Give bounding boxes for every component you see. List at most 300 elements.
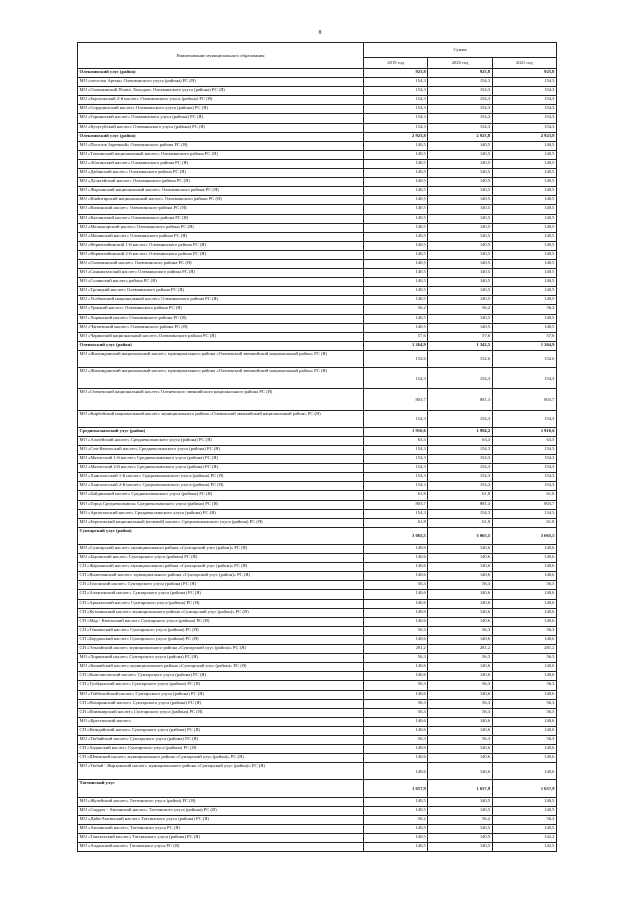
amount-cell: 140,5	[364, 278, 428, 287]
table-row	[78, 726, 557, 735]
amount-cell: 152,6	[492, 350, 556, 367]
amount-cell: 154,3	[492, 105, 556, 114]
amount-cell: 154,3	[364, 473, 428, 482]
municipality-name: МО «Аргахтахский наслег» Среднеколымского улуса (района) РС (Я)	[78, 509, 364, 518]
amount-cell: 140,6	[492, 608, 556, 617]
amount-cell: 61,8	[364, 491, 428, 500]
table-row	[78, 296, 557, 305]
amount-cell: 281,2	[428, 645, 492, 654]
municipality-name: МО «Хоринский наслег» Олекминского района РС (Я)	[78, 314, 364, 323]
municipality-name: МО «Хоринский наслег» Сунтарского улуса (района) РС (Я)	[78, 654, 364, 663]
amount-cell: 154,3	[428, 445, 492, 454]
amount-cell: 154,3	[428, 123, 492, 132]
amount-cell: 140,5	[492, 178, 556, 187]
amount-cell: 154,3	[364, 464, 428, 473]
amount-cell: 140,5	[428, 169, 492, 178]
municipality-name: Оленекский улус (район)	[78, 341, 364, 350]
amount-cell: 56,3	[492, 581, 556, 590]
municipality-name: МО «Поселок Заречный» Олекминского района РС (Я)	[78, 141, 364, 150]
amount-cell: 140,5	[364, 187, 428, 196]
table-row	[78, 518, 557, 527]
amount-cell: 140,5	[428, 287, 492, 296]
page-number: 8	[318, 30, 322, 36]
amount-cell: 140,6	[428, 745, 492, 754]
amount-cell: 140,6	[364, 599, 428, 608]
municipality-name: СП «Толонский наслег» Сунтарского улуса (района) РС (Я)	[78, 581, 364, 590]
amount-cell: 56,3	[364, 708, 428, 717]
table-row	[78, 599, 557, 608]
table-row	[78, 436, 557, 445]
municipality-name: МО «Тойбохойский наслег» Сунтарского улуса (района) РС (Я)	[78, 690, 364, 699]
amount-cell: 140,5	[364, 269, 428, 278]
municipality-name: МО «Килинский наслег» Олекминского района РС (Я)	[78, 205, 364, 214]
amount-cell: 140,5	[428, 314, 492, 323]
table-row	[78, 690, 557, 699]
table-row	[78, 169, 557, 178]
table-row	[78, 389, 557, 410]
amount-cell: 154,3	[364, 87, 428, 96]
table-row	[78, 763, 557, 780]
table-row	[78, 617, 557, 626]
amount-cell: 140,5	[428, 178, 492, 187]
table-row	[78, 96, 557, 105]
amount-cell: 140,6	[364, 554, 428, 563]
municipality-name: МО «Хангаласский 1-й наслег» Среднеколымского улуса (района) РС (Я)	[78, 473, 364, 482]
amount-cell: 140,6	[492, 763, 556, 780]
table-row	[78, 754, 557, 763]
amount-cell: 56,3	[364, 699, 428, 708]
municipality-name: СП «Мар - Кюельский наслег» Сунтарского улуса (района) РС (Я)	[78, 617, 364, 626]
amount-cell: 154,3	[428, 114, 492, 123]
amount-cell: 140,5	[428, 214, 492, 223]
amount-cell: 56,3	[364, 654, 428, 663]
amount-cell: 57,6	[428, 332, 492, 341]
amount-cell: 140,6	[364, 572, 428, 581]
municipality-name: МО «Урицкий наслег» Олекминского района РС (Я)	[78, 305, 364, 314]
table-row	[78, 223, 557, 232]
amount-cell: 140,5	[428, 259, 492, 268]
amount-cell: 1 916,6	[492, 427, 556, 436]
amount-cell: 154,3	[428, 78, 492, 87]
table-group-row	[78, 427, 557, 436]
table-row	[78, 635, 557, 644]
table-row	[78, 843, 557, 852]
amount-cell: 140,5	[492, 159, 556, 168]
municipality-name: СП «Аллагинский наслег» Сунтарского улуса (района) РС (Я)	[78, 590, 364, 599]
amount-cell: 140,6	[492, 754, 556, 763]
table-row	[78, 717, 557, 726]
amount-cell: 154,3	[428, 368, 492, 389]
amount-cell: 61,8	[492, 518, 556, 527]
amount-cell: 140,6	[428, 663, 492, 672]
amount-cell: 56,3	[492, 626, 556, 635]
table-row	[78, 141, 557, 150]
municipality-name: МО «Амгинский наслег» Таттинского улуса РС (Я)	[78, 824, 364, 833]
table-row	[78, 590, 557, 599]
amount-cell: 154,3	[492, 482, 556, 491]
table-row	[78, 241, 557, 250]
municipality-name: МО «Жилиндинский национальный наслег» муниципального района «Оленекский эвенкийский национальный район» РС (Я)	[78, 368, 364, 389]
amount-cell: 140,6	[364, 690, 428, 699]
amount-cell: 2 923,8	[492, 132, 556, 141]
amount-cell: 56,2	[428, 305, 492, 314]
amount-cell: 140,5	[428, 150, 492, 159]
amount-cell: 154,3	[364, 105, 428, 114]
amount-cell: 140,5	[492, 187, 556, 196]
table-row	[78, 681, 557, 690]
amount-cell: 61,8	[428, 518, 492, 527]
amount-cell: 140,6	[364, 563, 428, 572]
amount-cell: 154,3	[364, 509, 428, 518]
amount-cell: 140,5	[492, 323, 556, 332]
amount-cell: 154,3	[428, 482, 492, 491]
table-row	[78, 159, 557, 168]
municipality-name: МО «Таяхтахский наслег» Таттинского улуса (района) РС (Я)	[78, 834, 364, 843]
amount-cell: 140,6	[428, 690, 492, 699]
amount-cell: 56,2	[492, 305, 556, 314]
municipality-name: МО «Сен-Кюельский наслег» Среднеколымского улуса (района) РС (Я)	[78, 445, 364, 454]
amount-cell: 140,5	[428, 141, 492, 150]
amount-cell: 140,6	[428, 590, 492, 599]
table-row	[78, 708, 557, 717]
amount-cell: 1 916,6	[364, 427, 428, 436]
amount-cell: 140,5	[428, 278, 492, 287]
amount-cell: 140,5	[364, 250, 428, 259]
amount-cell: 140,5	[364, 806, 428, 815]
amount-cell: 56,3	[428, 735, 492, 744]
amount-cell: 142,5	[492, 843, 556, 852]
table-row	[78, 314, 557, 323]
table-row	[78, 491, 557, 500]
municipality-name: СП «Вилючанский наслег» муниципального района «Сунтарский улус (район)» РС (Я)	[78, 572, 364, 581]
amount-cell: 154,3	[428, 87, 492, 96]
amount-cell: 140,5	[492, 241, 556, 250]
municipality-name: МО «Кучугуйский наслег» Олекминского улуса (района) РС (Я)	[78, 123, 364, 132]
amount-cell: 140,6	[364, 745, 428, 754]
table-header	[78, 43, 557, 69]
municipality-name: МО «Троицкий наслег» Олекминского района РС (Я)	[78, 287, 364, 296]
table-row	[78, 250, 557, 259]
table-row	[78, 745, 557, 754]
table-body	[78, 69, 557, 852]
table-row	[78, 608, 557, 617]
amount-cell: 56,3	[364, 681, 428, 690]
municipality-name: МО «Олекминский наслег» Олекминского района РС (Я)	[78, 259, 364, 268]
amount-cell: 56,3	[428, 681, 492, 690]
amount-cell: 140,5	[492, 797, 556, 806]
table-row	[78, 824, 557, 833]
amount-cell: 140,5	[364, 296, 428, 305]
amount-cell: 140,6	[364, 726, 428, 735]
table-row	[78, 205, 557, 214]
amount-cell: 1 657,9	[364, 780, 428, 797]
amount-cell: 57,6	[364, 332, 428, 341]
municipality-name: МО «Сунтарский наслег» муниципального района «Сунтарский улус (район)» РС (Я)	[78, 545, 364, 554]
amount-cell: 140,5	[364, 241, 428, 250]
table-row	[78, 834, 557, 843]
amount-cell: 56,3	[364, 735, 428, 744]
amount-cell: 61,8	[492, 491, 556, 500]
amount-cell: 140,6	[428, 572, 492, 581]
amount-cell: 881,3	[428, 389, 492, 410]
amount-cell: 140,5	[428, 241, 492, 250]
municipality-name: СП «Шеинский наслег» муниципального района «Сунтарский улус (район)» РС (Я)	[78, 754, 364, 763]
amount-cell: 140,6	[428, 754, 492, 763]
municipality-name: МО «Тюбяйский наслег» Сунтарского улуса (района) РС (Я)	[78, 735, 364, 744]
amount-cell: 154,3	[492, 114, 556, 123]
table-group-row	[78, 341, 557, 350]
amount-cell: 56,3	[492, 708, 556, 717]
table-row	[78, 572, 557, 581]
amount-cell: 140,6	[428, 608, 492, 617]
amount-cell: 140,6	[492, 635, 556, 644]
amount-cell: 140,5	[428, 159, 492, 168]
municipality-name: МО «Алданский наслег» Таттинского улуса РС (Я)	[78, 843, 364, 852]
municipality-name: МО «Нерюктяйинский 1-й наслег» Олекминского района РС (Я)	[78, 241, 364, 250]
municipality-name: МО «Дабанский наслег» Олекминского района РС (Я)	[78, 169, 364, 178]
amount-cell: 140,6	[364, 717, 428, 726]
municipality-name: МО «Оленекский национальный наслег» Оленекского эвенкийского национального района РС (Я)	[78, 389, 364, 410]
header-sum: Сумма	[364, 43, 557, 58]
amount-cell: 154,3	[492, 96, 556, 105]
budget-table	[77, 42, 557, 852]
amount-cell: 803,7	[364, 389, 428, 410]
amount-cell: 56,3	[492, 735, 556, 744]
amount-cell: 140,5	[364, 205, 428, 214]
table-row	[78, 815, 557, 824]
amount-cell: 154,3	[492, 123, 556, 132]
table-row	[78, 672, 557, 681]
amount-cell: 140,5	[364, 834, 428, 843]
amount-cell: 140,5	[428, 834, 492, 843]
amount-cell: 152,6	[428, 350, 492, 367]
amount-cell: 154,3	[364, 445, 428, 454]
amount-cell: 140,6	[364, 590, 428, 599]
table-row	[78, 87, 557, 96]
amount-cell: 1 657,9	[492, 780, 556, 797]
amount-cell: 140,5	[492, 214, 556, 223]
amount-cell: 140,6	[428, 617, 492, 626]
municipality-name: МО «Байдинский наслег» Среднеколымского улуса (района) РС (Я)	[78, 491, 364, 500]
amount-cell: 154,3	[492, 87, 556, 96]
amount-cell: 140,5	[492, 824, 556, 833]
table-row	[78, 114, 557, 123]
municipality-name: МО «Малжагарский наслег» Олекминского района РС (Я)	[78, 223, 364, 232]
amount-cell: 140,6	[364, 545, 428, 554]
table-group-row	[78, 69, 557, 78]
amount-cell: 140,6	[492, 563, 556, 572]
amount-cell: 154,3	[492, 509, 556, 518]
table-group-row	[78, 780, 557, 797]
amount-cell: 140,5	[364, 196, 428, 205]
amount-cell: 140,5	[492, 296, 556, 305]
amount-cell: 154,3	[364, 78, 428, 87]
municipality-name: МО «Кindигирский национальный наслег» Олекминского района РС (Я)	[78, 196, 364, 205]
amount-cell: 56,3	[492, 699, 556, 708]
amount-cell: 56,2	[364, 815, 428, 824]
municipality-name: МО «Кирбейский национальный наслег» муниципального района «Оленекский эвенкийский национальный район» РС (Я)	[78, 410, 364, 427]
amount-cell: 140,5	[428, 205, 492, 214]
table-row	[78, 150, 557, 159]
table-row	[78, 509, 557, 518]
municipality-name: МО «Саныяхтахский наслег» Олекминского района РС (Я)	[78, 269, 364, 278]
amount-cell: 140,5	[364, 287, 428, 296]
table-group-row	[78, 132, 557, 141]
municipality-name: Олекминский улус (район)	[78, 132, 364, 141]
table-row	[78, 323, 557, 332]
municipality-name: Сунтарский улус (район)	[78, 527, 364, 544]
header-year-2021: 2021 год	[492, 58, 556, 69]
municipality-name: СП «Эльгяйский наслег» муниципального района «Сунтарский улус (район)» РС (Я)	[78, 645, 364, 654]
amount-cell: 140,5	[492, 278, 556, 287]
municipality-name: МО «Мятисский 2-й наслег» Среднеколымского улуса (района) РС (Я)	[78, 464, 364, 473]
amount-cell: 56,2	[428, 815, 492, 824]
amount-cell: 1 342,5	[428, 341, 492, 350]
municipality-name: МО «поселок Артык» Олекминского улуса (района) РС (Я)	[78, 78, 364, 87]
amount-cell: 56,3	[492, 654, 556, 663]
amount-cell: 925,8	[492, 69, 556, 78]
municipality-name: МО «Борогонский 2-й наслег» Олекминского улуса (района) РС (Я)	[78, 96, 364, 105]
amount-cell: 1 657,9	[428, 780, 492, 797]
amount-cell: 154,3	[364, 410, 428, 427]
municipality-name: МО «Жарханский национальный наслег» Олекминского района РС (Я)	[78, 187, 364, 196]
amount-cell: 154,3	[492, 455, 556, 464]
amount-cell: 140,5	[492, 269, 556, 278]
municipality-name: Таттинский улус	[78, 780, 364, 797]
table-row	[78, 545, 557, 554]
amount-cell: 154,3	[492, 464, 556, 473]
table-row	[78, 663, 557, 672]
amount-cell: 140,5	[428, 232, 492, 241]
municipality-name: МО «Олекминский Полюс Холодов» Олекминского улуса (района) РС (Я)	[78, 87, 364, 96]
amount-cell: 154,3	[428, 464, 492, 473]
amount-cell: 140,6	[428, 545, 492, 554]
municipality-name: СП «Кюндяйский наслег» Сунтарского улуса (района) РС (Я)	[78, 726, 364, 735]
amount-cell: 140,6	[364, 763, 428, 780]
amount-cell: 803,7	[364, 500, 428, 509]
table-row	[78, 410, 557, 427]
table-row	[78, 123, 557, 132]
amount-cell: 140,6	[492, 599, 556, 608]
amount-cell: 140,5	[492, 223, 556, 232]
municipality-name: СП «Комсомольский наслег» Сунтарского улуса (района) РС (Я)	[78, 672, 364, 681]
amount-cell: 140,6	[492, 717, 556, 726]
amount-cell: 140,6	[364, 663, 428, 672]
municipality-name: Среднеколымский улус (район)	[78, 427, 364, 436]
amount-cell: 281,2	[364, 645, 428, 654]
amount-cell: 281,2	[492, 645, 556, 654]
amount-cell: 56,3	[364, 626, 428, 635]
table-row	[78, 563, 557, 572]
municipality-name: МО «Боронский наслег» Сунтарского улуса (района) РС (Я)	[78, 554, 364, 563]
amount-cell: 154,3	[428, 455, 492, 464]
table-row	[78, 626, 557, 635]
amount-cell: 140,6	[492, 590, 556, 599]
amount-cell: 140,5	[428, 797, 492, 806]
amount-cell: 152,6	[364, 350, 428, 367]
amount-cell: 140,5	[364, 141, 428, 150]
table-row	[78, 699, 557, 708]
table-group-row	[78, 527, 557, 544]
municipality-name: МО «Крестяхский наслег»	[78, 717, 364, 726]
amount-cell: 154,3	[364, 455, 428, 464]
table-row	[78, 482, 557, 491]
municipality-name: МО «Уолбинский национальный наслег» Олекминского района РС (Я)	[78, 296, 364, 305]
municipality-name: СП «Хаданский наслег» Сунтарского улуса (района) РС (Я)	[78, 745, 364, 754]
amount-cell: 56,3	[364, 581, 428, 590]
amount-cell: 140,6	[428, 672, 492, 681]
amount-cell: 140,5	[428, 223, 492, 232]
municipality-name: МО «Алазейский наслег» Среднеколымского улуса (района) РС (Я)	[78, 436, 364, 445]
amount-cell: 140,6	[492, 545, 556, 554]
amount-cell: 140,5	[364, 314, 428, 323]
municipality-name: МО «Хангаласский 2-й наслег» Среднеколымского улуса (района) РС (Я)	[78, 482, 364, 491]
table-row	[78, 464, 557, 473]
municipality-name: СП «Нахаринский наслег» Сунтарского улуса (района) РС (Я)	[78, 699, 364, 708]
amount-cell: 61,8	[364, 518, 428, 527]
amount-cell: 154,3	[492, 410, 556, 427]
amount-cell: 140,5	[364, 843, 428, 852]
amount-cell: 63,3	[364, 436, 428, 445]
amount-cell: 140,6	[428, 599, 492, 608]
municipality-name: МО «Сырдах - Амгинский наслег» Таттинского улуса (района) РС (Я)	[78, 806, 364, 815]
municipality-name: МО «Нерюктяйинский 2-й наслег» Олекминского района РС (Я)	[78, 250, 364, 259]
table-row	[78, 78, 557, 87]
amount-cell: 140,6	[364, 754, 428, 763]
table-row	[78, 473, 557, 482]
municipality-name: МО «Березовский национальный (кочевой) наслег» Среднеколымского улуса (района) РС (Я)	[78, 518, 364, 527]
amount-cell: 154,3	[428, 105, 492, 114]
amount-cell: 56,3	[428, 699, 492, 708]
table-row	[78, 187, 557, 196]
amount-cell: 61,8	[428, 491, 492, 500]
amount-cell: 140,6	[364, 672, 428, 681]
header-year-2019: 2019 год	[364, 58, 428, 69]
header-year-2020: 2020 год	[428, 58, 492, 69]
amount-cell: 925,8	[364, 69, 428, 78]
table-row	[78, 806, 557, 815]
amount-cell: 925,8	[428, 69, 492, 78]
municipality-name: СП «Арылахский наслег» Сунтарского улуса (района) РС (Я)	[78, 599, 364, 608]
table-row	[78, 350, 557, 367]
amount-cell: 140,6	[492, 617, 556, 626]
amount-cell: 140,6	[492, 726, 556, 735]
amount-cell: 3 065,5	[492, 527, 556, 544]
amount-cell: 63,3	[492, 436, 556, 445]
table-row	[78, 332, 557, 341]
amount-cell: 1 264,9	[492, 341, 556, 350]
municipality-name: МО «Дайа-Амгинский наслег» Таттинского улуса (района) РС (Я)	[78, 815, 364, 824]
municipality-name: МО «Сордонохский наслег» Олекминского улуса (района) РС (Я)	[78, 105, 364, 114]
municipality-name: Олекминский улус (район)	[78, 69, 364, 78]
municipality-name: МО «Кятчинский наслег» Олекминского района РС (Я)	[78, 214, 364, 223]
municipality-name: СП «Илимнирский наслег» Сунтарского улуса (района) РС (Я)	[78, 708, 364, 717]
amount-cell: 2 923,8	[364, 132, 428, 141]
amount-cell: 142,2	[492, 834, 556, 843]
amount-cell: 56,2	[364, 305, 428, 314]
amount-cell: 56,3	[428, 626, 492, 635]
municipality-name: МО «Солянский наслег» района РС (Я)	[78, 278, 364, 287]
amount-cell: 140,5	[364, 824, 428, 833]
municipality-name: МО «Чапаевский наслег» Олекминского района РС (Я)	[78, 323, 364, 332]
amount-cell: 56,3	[428, 654, 492, 663]
amount-cell: 154,3	[428, 509, 492, 518]
table-row	[78, 581, 557, 590]
amount-cell: 140,5	[428, 196, 492, 205]
table-row	[78, 196, 557, 205]
amount-cell: 140,5	[428, 843, 492, 852]
amount-cell: 1 994,2	[428, 427, 492, 436]
